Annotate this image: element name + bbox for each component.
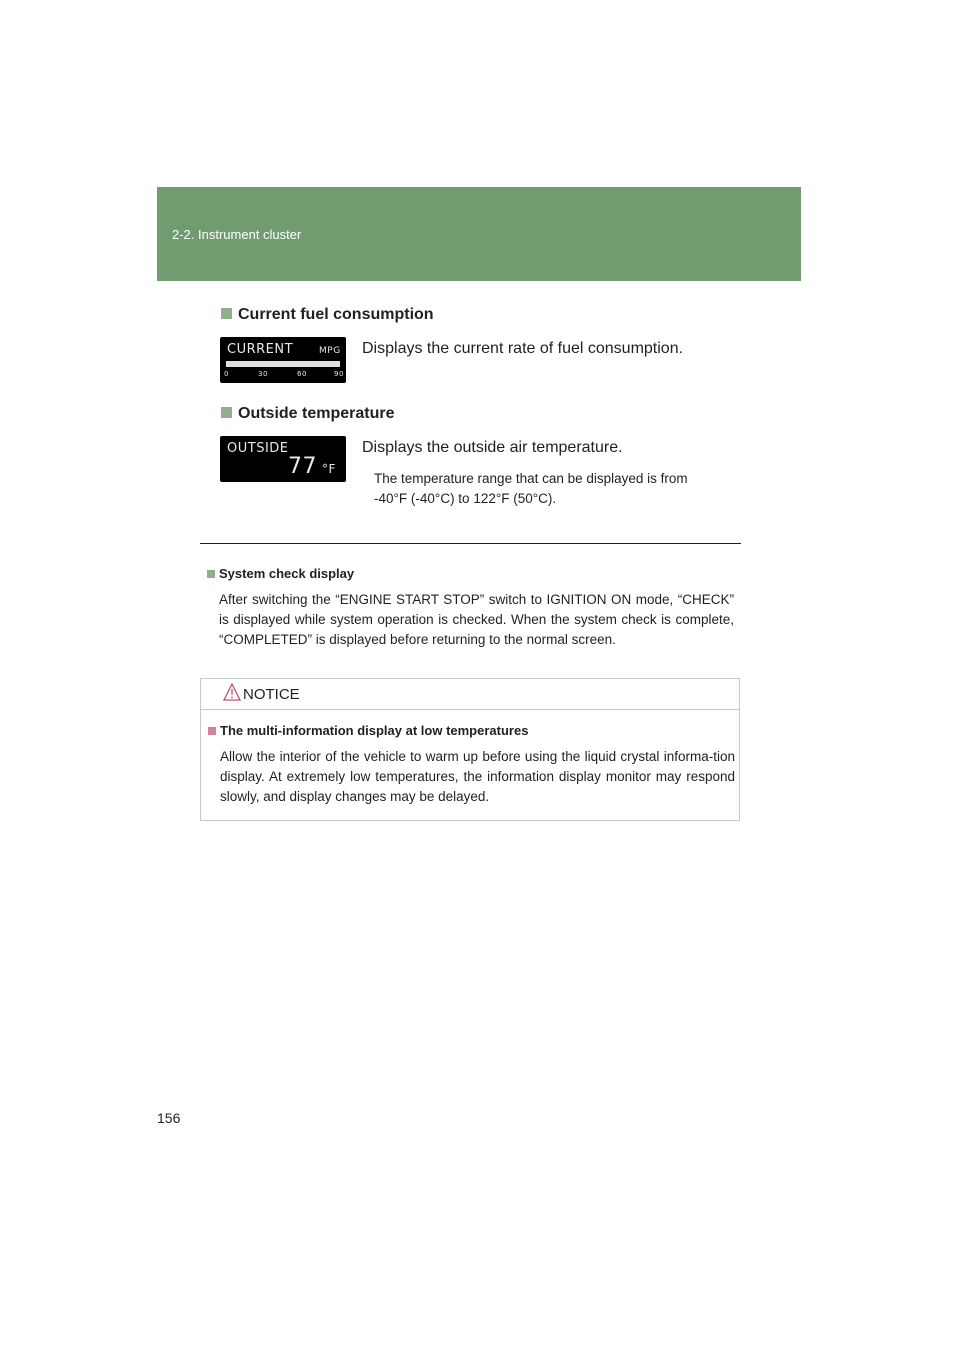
header-band (157, 187, 801, 281)
notice-label: NOTICE (243, 686, 300, 703)
lcd-tick-label: 60 (297, 370, 307, 378)
outside-temp-description: Displays the outside air temperature. (362, 439, 623, 456)
section-label: 2-2. Instrument cluster (172, 227, 302, 242)
outside-temp-lcd (220, 436, 346, 482)
notice-header (201, 679, 739, 710)
current-fuel-lcd (220, 337, 346, 383)
notice-title: The multi-information display at low temperatures (208, 723, 528, 738)
lcd-tick-label: 30 (258, 370, 268, 378)
temp-range-note-line2: -40°F (-40°C) to 122°F (50°C). (374, 491, 557, 506)
lcd-tick-label: 90 (334, 370, 344, 378)
temp-range-note-line1: The temperature range that can be displayed is from (374, 471, 688, 486)
lcd-tick-label: 0 (224, 370, 229, 378)
outside-temp-heading: Outside temperature (221, 405, 394, 423)
lcd-mpg-unit: MPG (319, 346, 341, 356)
bullet-square-icon (221, 407, 232, 418)
lcd-temperature-unit: °F (322, 462, 336, 476)
warning-triangle-icon (223, 683, 241, 701)
lcd-outside-label: OUTSIDE (227, 441, 289, 456)
notice-body: Allow the interior of the vehicle to warm up before using the liquid crystal informa-tion display. At extremely low temperatures, the information display monitor may respond slowly, and display changes may be delayed. (220, 749, 735, 804)
page-number: 156 (157, 1110, 181, 1126)
system-check-body: After switching the “ENGINE START STOP” switch to IGNITION ON mode, “CHECK” is displayed while system operation is checked. When the system check is complete, “COMPLETED” is displayed before returning to the normal screen. (219, 592, 734, 647)
bullet-square-icon (207, 570, 215, 578)
lcd-temperature-value: 77 (288, 454, 317, 479)
current-fuel-description: Displays the current rate of fuel consumption. (362, 340, 684, 357)
bullet-square-icon (208, 727, 216, 735)
lcd-fuel-bar (226, 361, 340, 367)
system-check-title: System check display (207, 566, 354, 581)
lcd-current-label: CURRENT (227, 342, 294, 357)
current-fuel-heading: Current fuel consumption (221, 306, 434, 324)
bullet-square-icon (221, 308, 232, 319)
notice-box (200, 678, 740, 821)
section-divider (200, 543, 741, 544)
